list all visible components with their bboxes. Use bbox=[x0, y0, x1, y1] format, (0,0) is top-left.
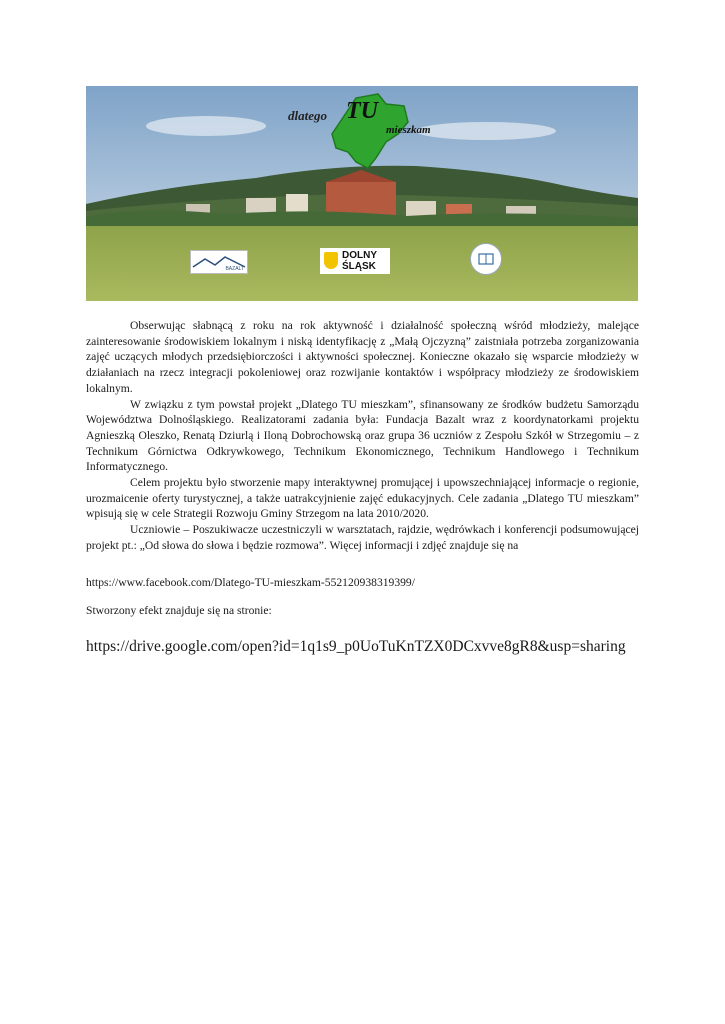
article-body bbox=[86, 318, 639, 554]
banner-image bbox=[86, 86, 638, 301]
paragraph-3: Celem projektu było stworzenie mapy interaktywnej promującej i upowszechniającej informacje o regionie, urozmaicenie oferty turystycznej, a także uatrakcyjnienie zajęć edukacyjnych. Cele zadania „Dlatego TU mieszkam” wpisują się w cele Strategii Rozwoju Gminy Strzegom na lata 2010/2020. bbox=[86, 476, 639, 521]
book-icon bbox=[471, 244, 501, 274]
logo-dlatego: dlatego bbox=[288, 108, 327, 123]
logo-tu: TU bbox=[346, 98, 378, 124]
paragraph-1: Obserwując słabnącą z roku na rok aktywność i działalność społeczną wśród młodzieży, malejące zainteresowanie środowiskiem lokalnym i niską identyfikację z „Małą Ojczyzną” zaistniała potrzeba zorganizowania zajęć uczących młodych przedsiębiorczości i aktywności społecznej. Konieczne okazało się wsparcie młodzieży w działaniach na rzecz integracji pokoleniowej oraz rozwijanie kontaktów i współpracy młodzieży ze środowiskiem lokalnym. bbox=[86, 319, 639, 395]
paragraph-4: Uczniowie – Poszukiwacze uczestniczyli w warsztatach, rajdzie, wędrówkach i konferencji podsumowującej projekt pt.: „Od słowa do słowa i będzie rozmowa”. Więcej informacji i zdjęć znajduje się na bbox=[86, 523, 639, 552]
school-logo bbox=[470, 243, 502, 275]
drive-link[interactable]: https://drive.google.com/open?id=1q1s9_p0UoTuKnTZX0DCxvve8gR8&usp=sharing bbox=[86, 638, 626, 655]
bazalt-label: BAZALT bbox=[225, 266, 244, 272]
bazalt-logo bbox=[190, 250, 248, 274]
eagle-shield-icon bbox=[324, 252, 338, 269]
slask-label: ŚLĄSK bbox=[342, 261, 376, 272]
created-label: Stworzony efekt znajduje się na stronie: bbox=[86, 604, 272, 617]
facebook-link[interactable]: https://www.facebook.com/Dlatego-TU-mieszkam-552120938319399/ bbox=[86, 576, 415, 589]
dolny-slask-logo bbox=[320, 248, 390, 274]
dolny-label: DOLNY bbox=[342, 250, 377, 261]
paragraph-2: W związku z tym powstał projekt „Dlatego TU mieszkam”, sfinansowany ze środków budżetu Samorządu Województwa Dolnośląskiego. Realizatorami zadania była: Fundacja Bazalt wraz z koordynatorkami projektu Agnieszką Oleszko, Renatą Dziurlą i Iloną Dobrochowską oraz grupa 36 uczniów z Zespołu Szkół w Strzegomiu – z Technikum Górnictwa Odkrywkowego, Technikum Ekonomicznego, Technikum Handlowego i Technikum Informatycznego. bbox=[86, 397, 639, 474]
logo-mieszkam: mieszkam bbox=[386, 124, 431, 136]
